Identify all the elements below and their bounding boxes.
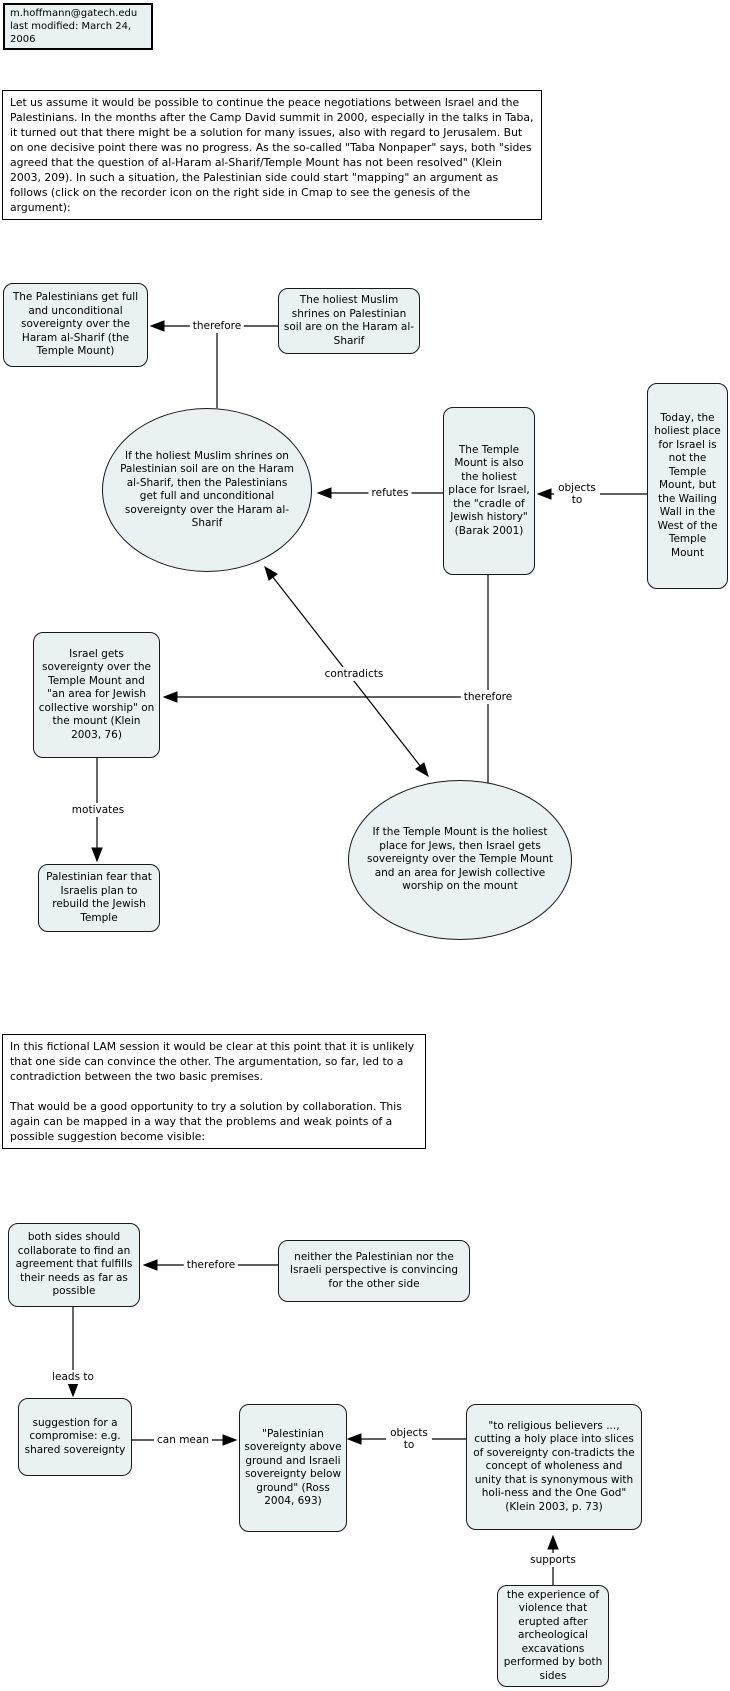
- concept-temple-mount-holiest[interactable]: The Temple Mount is also the holiest place for Israel, the "cradle of Jewish history" (Barak 2001): [443, 407, 535, 575]
- link-label-motivates[interactable]: motivates: [69, 803, 127, 817]
- link-label-therefore-top[interactable]: therefore: [190, 319, 244, 333]
- author-email: m.hoffmann@gatech.edu: [10, 8, 138, 19]
- concept-klein-quote[interactable]: "to religious believers ..., cutting a holy place into slices of sovereignty con-tradicts the concept of wholeness and unity that is synonymous with holi-ness and the One God" (Klein 2003, p. 73): [466, 1404, 642, 1530]
- concept-neither-convincing[interactable]: neither the Palestinian nor the Israeli perspective is convincing for the other side: [278, 1240, 470, 1302]
- concept-if-temple-mount-rule[interactable]: If the Temple Mount is the holiest place for Jews, then Israel gets sovereignty over the Temple Mount and an area for Jewish collective worship on the mount: [348, 780, 572, 940]
- link-label-leads-to[interactable]: leads to: [49, 1370, 97, 1384]
- concept-wailing-wall[interactable]: Today, the holiest place for Israel is not the Temple Mount, but the Wailing Wall in the West of the Temple Mount: [647, 383, 728, 589]
- concept-israel-sovereignty[interactable]: Israel gets sovereignty over the Temple Mount and "an area for Jewish collective worship" on the mount (Klein 2003, 76): [33, 632, 160, 758]
- concept-palestinian-fear[interactable]: Palestinian fear that Israelis plan to rebuild the Jewish Temple: [38, 864, 160, 932]
- link-label-objects-to-2[interactable]: objects to: [386, 1426, 432, 1452]
- link-label-can-mean[interactable]: can mean: [154, 1433, 212, 1447]
- link-label-refutes[interactable]: refutes: [369, 486, 412, 500]
- concept-ross-quote[interactable]: "Palestinian sovereignty above ground and Israeli sovereignty below ground" (Ross 2004, 693): [239, 1404, 347, 1532]
- interlude-paragraph-1: In this fictional LAM session it would be clear at this point that it is unlikely that one side can convince the other. The argumentation, so far, led to a contradiction between the two basic premises.: [10, 1040, 415, 1083]
- link-label-objects-to-1[interactable]: objects to: [554, 481, 600, 507]
- author-info-box: [3, 3, 153, 50]
- concept-compromise[interactable]: suggestion for a compromise: e.g. shared sovereignty: [18, 1398, 132, 1476]
- concept-collaborate[interactable]: both sides should collaborate to find an agreement that fulfills their needs as far as possible: [8, 1223, 140, 1307]
- interlude-text-box: [2, 1034, 426, 1149]
- link-label-therefore-map2[interactable]: therefore: [184, 1258, 238, 1272]
- concept-palestinians-sovereignty[interactable]: The Palestinians get full and unconditional sovereignty over the Haram al-Sharif (the Temple Mount): [3, 283, 148, 367]
- interlude-paragraph-2: That would be a good opportunity to try a solution by collaboration. This again can be mapped in a way that the problems and weak points of a possible suggestion become visible:: [10, 1100, 402, 1143]
- connector-therefore-top: [151, 321, 278, 408]
- link-label-therefore-bottom[interactable]: therefore: [461, 690, 515, 704]
- concept-muslim-shrines[interactable]: The holiest Muslim shrines on Palestinian soil are on the Haram al-Sharif: [278, 288, 420, 354]
- concept-if-muslim-shrines-rule[interactable]: If the holiest Muslim shrines on Palestinian soil are on the Haram al-Sharif, then the Palestinians get full and unconditional sovereignty over the Haram al-Sharif: [102, 408, 312, 572]
- concept-violence-experience[interactable]: the experience of violence that erupted after archeological excavations performed by both sides: [497, 1585, 609, 1687]
- intro-text-box: [2, 90, 542, 220]
- link-label-supports[interactable]: supports: [527, 1553, 579, 1567]
- link-label-contradicts[interactable]: contradicts: [322, 667, 387, 681]
- intro-text: Let us assume it would be possible to continue the peace negotiations between Israel and the Palestinians. In the months after the Camp David summit in 2000, especially in the talks in Taba, it turned out that there might be a solution for many issues, also with regard to Jerusalem. But on one decisive point there was no progress. As the so-called "Taba Nonpaper" says, both "sides agreed that the question of al-Haram al-Sharif/Temple Mount has not been resolved" (Klein 2003, 209). In such a situation, the Palestinian side could start "mapping" an argument as follows (click on the recorder icon on the right side in Cmap to see the genesis of the argument):: [10, 96, 534, 214]
- last-modified: last modified: March 24, 2006: [10, 21, 132, 45]
